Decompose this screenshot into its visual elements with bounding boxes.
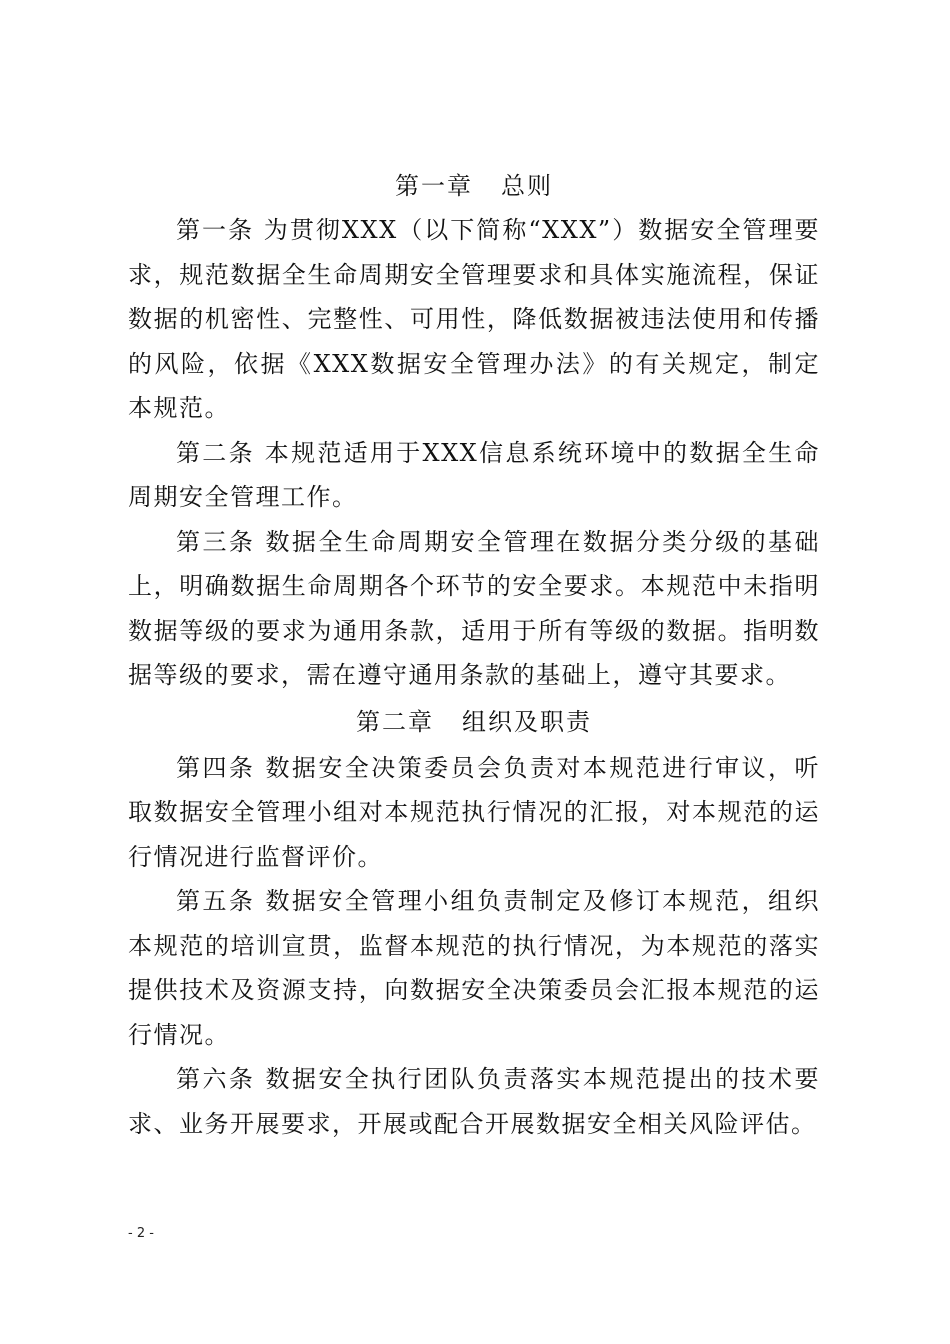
article-2: 第二条 本规范适用于XXX信息系统环境中的数据全生命周期安全管理工作。 <box>128 438 820 511</box>
article-4: 第四条 数据安全决策委员会负责对本规范进行审议，听取数据安全管理小组对本规范执行情况的汇报，对本规范的运行情况进行监督评价。 <box>128 753 820 871</box>
chapter-heading-1 <box>128 164 820 208</box>
chapter-heading-2 <box>128 700 820 744</box>
page-number: - 2 - <box>128 1226 154 1241</box>
chapter-number: 第二章 <box>356 707 434 736</box>
article-6: 第六条 数据安全执行团队负责落实本规范提出的技术要求、业务开展要求，开展或配合开展数据安全相关风险评估。 <box>128 1065 820 1138</box>
article-3: 第三条 数据全生命周期安全管理在数据分类分级的基础上，明确数据生命周期各个环节的安全要求。本规范中未指明数据等级的要求为通用条款，适用于所有等级的数据。指明数据等级的要求，需在遵守通用条款的基础上，遵守其要求。 <box>128 527 820 689</box>
article-5: 第五条 数据安全管理小组负责制定及修订本规范，组织本规范的培训宣贯，监督本规范的执行情况，为本规范的落实提供技术及资源支持，向数据安全决策委员会汇报本规范的运行情况。 <box>128 887 820 1049</box>
chapter-number: 第一章 <box>395 172 473 200</box>
chapter-title: 组织及职责 <box>462 707 592 736</box>
document-body <box>128 164 820 1146</box>
chapter-title: 总则 <box>501 172 553 200</box>
article-1: 第一条 为贯彻XXX（以下简称“XXX”）数据安全管理要求，规范数据全生命周期安全管理要求和具体实施流程，保证数据的机密性、完整性、可用性，降低数据被违法使用和传播的风险，依据《XXX数据安全管理办法》的有关规定，制定本规范。 <box>128 216 820 422</box>
